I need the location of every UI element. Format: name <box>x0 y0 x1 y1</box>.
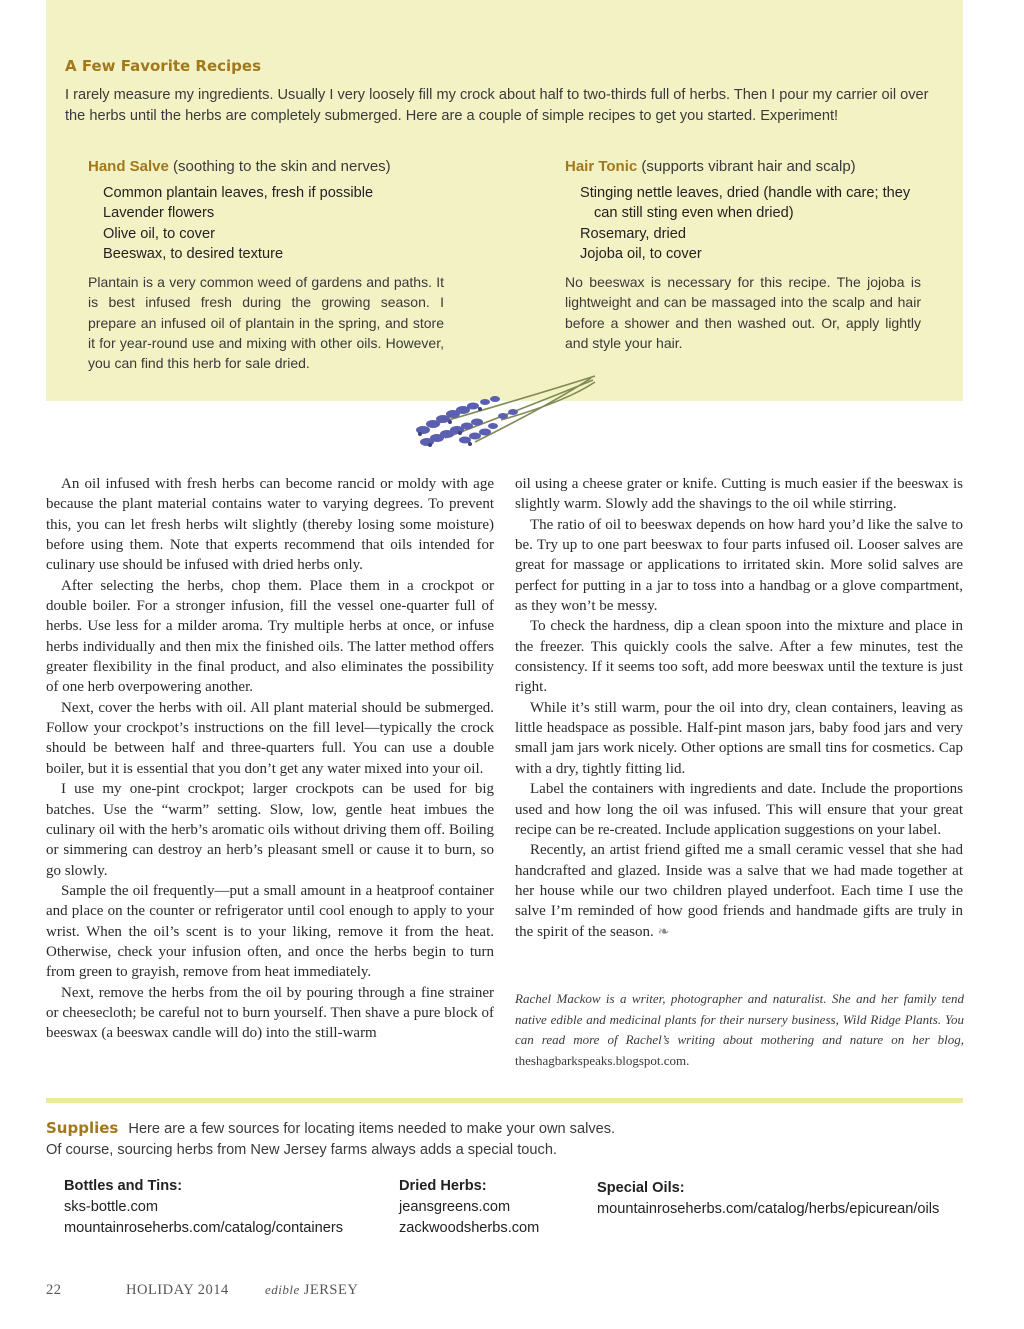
supplies-divider <box>46 1098 963 1103</box>
hair-tonic-heading <box>565 157 921 177</box>
article-paragraph-continued: oil using a cheese grater or knife. Cutting is much easier if the beeswax is slightly warm. Slowly add the shavings to the oil while stirring. <box>515 476 963 513</box>
supplies-title: Supplies <box>46 1119 119 1137</box>
article-paragraph: After selecting the herbs, chop them. Place them in a crockpot or double boiler. For a stronger infusion, fill the vessel one-quarter full of herbs. Use less for a milder aroma. Try multiple herbs at once, or infuse herbs individually and then mix the finished oils. The latter method offers greater flexibility in the final product, and also eliminates the possibility of one herb overpowering another. <box>46 577 494 696</box>
recipes-intro: I rarely measure my ingredients. Usually I very loosely fill my crock about half to two-thirds full of herbs. Then I pour my carrier oil over the herbs until the herbs are completely submerged. Here are a couple of simple recipes to get you started. Experiment! <box>65 87 929 124</box>
hair-tonic-recipe <box>565 157 921 353</box>
ingredient: Rosemary, dried <box>580 225 686 242</box>
article-paragraph: While it’s still warm, pour the oil into dry, clean containers, leaving as little headspace as possible. Half-pint mason jars, baby food jars and very small jam jars work nicely. Other options are small tins for cosmetics. Cap with a dry, tightly fitting lid. <box>515 699 963 777</box>
supplies-intro <box>46 1118 946 1160</box>
magazine-name-italic: edible <box>265 1282 300 1297</box>
supply-link[interactable]: sks-bottle.com <box>64 1199 159 1215</box>
supply-link[interactable]: mountainroseherbs.com/catalog/herbs/epicurean/oils <box>597 1201 940 1217</box>
issue-label: HOLIDAY 2014 <box>126 1282 229 1298</box>
hand-salve-note: Plantain is a very common weed of gardens and paths. It is best infused fresh during the growing season. I prepare an infused oil of plantain in the spring, and store it for year-round use and mixing with other oils. However, you can find this herb for sale dried. <box>88 274 444 372</box>
author-blog-link[interactable]: theshagbarkspeaks.blogspot.com. <box>515 1052 690 1068</box>
article-column-left <box>46 474 494 1044</box>
supply-group-heading: Dried Herbs: <box>399 1178 487 1194</box>
hand-salve-name: Hand Salve <box>88 158 169 175</box>
hand-salve-ingredients <box>88 183 444 264</box>
magazine-name-main: JERSEY <box>303 1282 359 1298</box>
hair-tonic-ingredients <box>565 183 921 264</box>
magazine-name <box>265 1282 358 1299</box>
page-number: 22 <box>46 1282 62 1298</box>
supply-group-bottles <box>64 1176 343 1239</box>
supplies-intro-line1: Here are a few sources for locating items needed to make your own salves. <box>128 1121 616 1137</box>
article-paragraph: I use my one-pint crockpot; larger crockpots can be used for big batches. Use the “warm” setting. Slow, low, gentle heat imbues the culinary oil with the herb’s aromatic oils without driving them off. Boiling or simmering can destroy an herb’s pleasant smell or cause it to burn, so go slowly. <box>46 781 494 879</box>
supply-group-heading: Bottles and Tins: <box>64 1178 183 1194</box>
recipes-title: A Few Favorite Recipes <box>65 57 261 75</box>
supply-group-dried-herbs <box>399 1176 539 1239</box>
supply-link[interactable]: zackwoodsherbs.com <box>399 1220 540 1236</box>
recipes-box <box>46 0 963 401</box>
end-mark-icon: ❧ <box>657 924 670 940</box>
hand-salve-subtitle: (soothing to the skin and nerves) <box>173 158 391 175</box>
ingredient: Beeswax, to desired texture <box>103 245 284 262</box>
author-bio <box>515 989 964 1071</box>
article-paragraph: Sample the oil frequently—put a small amount in a heatproof container and place on the counter or refrigerator until cool enough to apply to your wrist. When the oil’s scent is to your liking, remove it from the heat. Otherwise, check your infusion often, and once the herbs begin to turn from green to grayish, remove from heat immediately. <box>46 882 494 981</box>
article-paragraph: Next, remove the herbs from the oil by pouring through a fine strainer or cheesecloth; be careful not to burn yourself. Then shave a pure block of beeswax (a beeswax candle will do) into the still-warm <box>46 984 494 1042</box>
lavender-illustration <box>405 372 605 454</box>
supplies-intro-line2: Of course, sourcing herbs from New Jersey farms always adds a special touch. <box>46 1141 557 1158</box>
supply-link[interactable]: mountainroseherbs.com/catalog/containers <box>64 1220 344 1236</box>
hand-salve-recipe <box>88 157 444 374</box>
article-paragraph: Next, cover the herbs with oil. All plant material should be submerged. Follow your crockpot’s instructions on the fill level—typically the crock should be between half and three-quarters full. You can use a double boiler, but it is essential that you don’t get any water mixed into your oil. <box>46 699 494 777</box>
hair-tonic-name: Hair Tonic <box>565 158 638 175</box>
article-column-right <box>515 474 963 943</box>
ingredient: Common plantain leaves, fresh if possible <box>103 185 374 201</box>
ingredient: Jojoba oil, to cover <box>580 245 702 262</box>
supply-group-special-oils <box>597 1178 939 1220</box>
hair-tonic-note: No beeswax is necessary for this recipe. The jojoba is lightweight and can be massaged into the scalp and hair before a shower and then washed out. Or, apply lightly and style your hair. <box>565 274 921 352</box>
article-paragraph: Label the containers with ingredients and date. Include the proportions used and how long the oil was infused. This will ensure that your great recipe can be re-created. Include application suggestions on your label. <box>515 781 963 838</box>
author-bio-text: Rachel Mackow is a writer, photographer and naturalist. She and her family tend native edible and medicinal plants for their nursery business, Wild Ridge Plants. You can read more of Rachel’s writing about mothering and nature on her blog, <box>515 991 964 1047</box>
article-paragraph: An oil infused with fresh herbs can become rancid or moldy with age because the plant material contains water to varying degrees. To prevent this, you can let fresh herbs wilt slightly (thereby losing some moisture) before using them. Note that experts recommend that oils intended for culinary use should be infused with dried herbs only. <box>46 476 494 574</box>
hair-tonic-subtitle: (supports vibrant hair and scalp) <box>641 158 856 175</box>
supply-group-heading: Special Oils: <box>597 1180 685 1196</box>
ingredient: Stinging nettle leaves, dried (handle with care; they can still sting even when dried) <box>580 185 911 222</box>
article-paragraph-final <box>515 840 963 943</box>
supply-link[interactable]: jeansgreens.com <box>399 1199 511 1215</box>
ingredient: Olive oil, to cover <box>103 225 215 242</box>
hand-salve-heading <box>88 157 444 177</box>
article-paragraph: To check the hardness, dip a clean spoon into the mixture and place in the freezer. This quickly cools the salve. After a few minutes, test the consistency. If it seems too soft, add more beeswax until the texture is just right. <box>515 618 963 696</box>
final-paragraph-text: Recently, an artist friend gifted me a small ceramic vessel that she had handcrafted and glazed. Inside was a salve that we had made together at her house while our two children played underfoot. Each time I use the salve I’m reminded of how good friends and handmade gifts are truly in the spirit of the season. <box>515 842 963 940</box>
ingredient: Lavender flowers <box>103 205 215 222</box>
article-paragraph: The ratio of oil to beeswax depends on how hard you’d like the salve to be. Try up to one part beeswax to four parts infused oil. Looser salves are great for massage or applications to irritated skin. More solid salves are perfect for putting in a jar to toss into a handbag or a glove compartment, as they won’t be messy. <box>515 516 963 615</box>
